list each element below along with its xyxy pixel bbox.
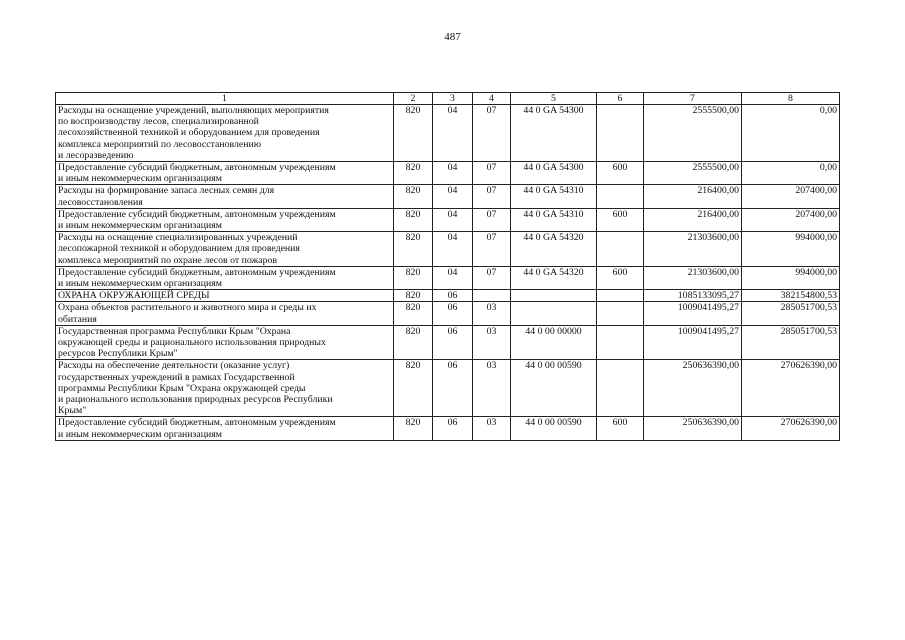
row-target-code: 44 0 GA 54310 (511, 185, 597, 208)
row-amount-1: 1009041495,27 (644, 325, 742, 360)
row-admin-code: 820 (394, 360, 433, 417)
table-row (56, 162, 840, 185)
row-amount-1: 21303600,00 (644, 266, 742, 289)
row-amount-1: 216400,00 (644, 185, 742, 208)
table-row (56, 266, 840, 289)
row-target-code: 44 0 00 00590 (511, 360, 597, 417)
row-amount-1: 250636390,00 (644, 417, 742, 440)
row-section-code: 06 (433, 290, 473, 302)
header-col-8: 8 (742, 93, 840, 105)
row-section-code: 06 (433, 360, 473, 417)
row-amount-2: 0,00 (742, 105, 840, 162)
header-col-4: 4 (473, 93, 511, 105)
row-amount-1: 1009041495,27 (644, 302, 742, 325)
row-description: Расходы на оснащение учреждений, выполняющих мероприятия по воспроизводству лесов, специализированной лесохозяйственной техникой и оборудованием для проведения комплекса мероприятий по лесовосстановлению и лесоразведению (56, 105, 394, 162)
row-expense-type: 600 (597, 208, 644, 231)
row-subsection-code: 07 (473, 232, 511, 267)
table-row (56, 290, 840, 302)
row-subsection-code: 03 (473, 325, 511, 360)
row-target-code (511, 302, 597, 325)
table-row (56, 302, 840, 325)
row-admin-code: 820 (394, 162, 433, 185)
table-row (56, 185, 840, 208)
row-section-code: 06 (433, 302, 473, 325)
row-admin-code: 820 (394, 208, 433, 231)
row-subsection-code: 07 (473, 185, 511, 208)
row-description: Расходы на оснащение специализированных учреждений лесопожарной техникой и оборудованием для проведения комплекса мероприятий по охране лесов от пожаров (56, 232, 394, 267)
row-admin-code: 820 (394, 290, 433, 302)
header-col-5: 5 (511, 93, 597, 105)
row-subsection-code (473, 290, 511, 302)
row-amount-2: 994000,00 (742, 266, 840, 289)
page-number: 487 (444, 31, 461, 43)
row-section-code: 04 (433, 105, 473, 162)
table-row (56, 325, 840, 360)
row-amount-1: 21303600,00 (644, 232, 742, 267)
row-target-code: 44 0 GA 54300 (511, 105, 597, 162)
row-expense-type (597, 302, 644, 325)
row-admin-code: 820 (394, 105, 433, 162)
row-amount-2: 285051700,53 (742, 302, 840, 325)
table-row (56, 360, 840, 417)
row-expense-type (597, 105, 644, 162)
table-row (56, 417, 840, 440)
row-amount-2: 285051700,53 (742, 325, 840, 360)
header-col-6: 6 (597, 93, 644, 105)
row-admin-code: 820 (394, 266, 433, 289)
table-row (56, 208, 840, 231)
header-col-7: 7 (644, 93, 742, 105)
row-admin-code: 820 (394, 302, 433, 325)
row-admin-code: 820 (394, 232, 433, 267)
row-target-code: 44 0 GA 54300 (511, 162, 597, 185)
table-row (56, 105, 840, 162)
row-admin-code: 820 (394, 417, 433, 440)
budget-table (55, 92, 840, 441)
row-section-code: 04 (433, 266, 473, 289)
row-target-code (511, 290, 597, 302)
row-description: Охрана объектов растительного и животного мира и среды их обитания (56, 302, 394, 325)
row-amount-2: 207400,00 (742, 185, 840, 208)
row-target-code: 44 0 00 00590 (511, 417, 597, 440)
row-target-code: 44 0 GA 54310 (511, 208, 597, 231)
row-admin-code: 820 (394, 325, 433, 360)
row-amount-1: 1085133095,27 (644, 290, 742, 302)
row-amount-1: 2555500,00 (644, 162, 742, 185)
row-description: Предоставление субсидий бюджетным, автономным учреждениям и иным некоммерческим организациям (56, 266, 394, 289)
row-section-code: 04 (433, 162, 473, 185)
row-amount-2: 270626390,00 (742, 417, 840, 440)
row-subsection-code: 03 (473, 302, 511, 325)
row-description: ОХРАНА ОКРУЖАЮЩЕЙ СРЕДЫ (56, 290, 394, 302)
row-subsection-code: 07 (473, 208, 511, 231)
header-col-1: 1 (56, 93, 394, 105)
row-description: Расходы на обеспечение деятельности (оказание услуг) государственных учреждений в рамках Государственной программы Республики Крым "Охрана окружающей среды и рационального использования природных ресурсов Республики Крым" (56, 360, 394, 417)
row-amount-1: 250636390,00 (644, 360, 742, 417)
row-amount-1: 2555500,00 (644, 105, 742, 162)
row-subsection-code: 03 (473, 417, 511, 440)
row-description: Государственная программа Республики Крым "Охрана окружающей среды и рационального использования природных ресурсов Республики Крым" (56, 325, 394, 360)
row-amount-2: 382154800,53 (742, 290, 840, 302)
row-amount-2: 270626390,00 (742, 360, 840, 417)
row-section-code: 04 (433, 232, 473, 267)
row-expense-type (597, 325, 644, 360)
table-body (56, 93, 840, 441)
row-admin-code: 820 (394, 185, 433, 208)
row-subsection-code: 07 (473, 162, 511, 185)
row-expense-type: 600 (597, 417, 644, 440)
row-subsection-code: 07 (473, 266, 511, 289)
row-section-code: 04 (433, 208, 473, 231)
row-expense-type (597, 360, 644, 417)
row-target-code: 44 0 GA 54320 (511, 266, 597, 289)
row-subsection-code: 03 (473, 360, 511, 417)
row-expense-type: 600 (597, 266, 644, 289)
row-expense-type: 600 (597, 162, 644, 185)
header-col-3: 3 (433, 93, 473, 105)
row-expense-type (597, 185, 644, 208)
row-description: Предоставление субсидий бюджетным, автономным учреждениям и иным некоммерческим организациям (56, 162, 394, 185)
row-section-code: 06 (433, 325, 473, 360)
row-section-code: 06 (433, 417, 473, 440)
row-section-code: 04 (433, 185, 473, 208)
row-description: Предоставление субсидий бюджетным, автономным учреждениям и иным некоммерческим организациям (56, 208, 394, 231)
header-col-2: 2 (394, 93, 433, 105)
row-expense-type (597, 290, 644, 302)
row-subsection-code: 07 (473, 105, 511, 162)
table-row (56, 232, 840, 267)
row-description: Предоставление субсидий бюджетным, автономным учреждениям и иным некоммерческим организациям (56, 417, 394, 440)
row-amount-2: 207400,00 (742, 208, 840, 231)
row-target-code: 44 0 00 00000 (511, 325, 597, 360)
row-expense-type (597, 232, 644, 267)
row-amount-1: 216400,00 (644, 208, 742, 231)
row-amount-2: 0,00 (742, 162, 840, 185)
row-amount-2: 994000,00 (742, 232, 840, 267)
row-description: Расходы на формирование запаса лесных семян для лесовосстановления (56, 185, 394, 208)
row-target-code: 44 0 GA 54320 (511, 232, 597, 267)
header-row (56, 93, 840, 105)
